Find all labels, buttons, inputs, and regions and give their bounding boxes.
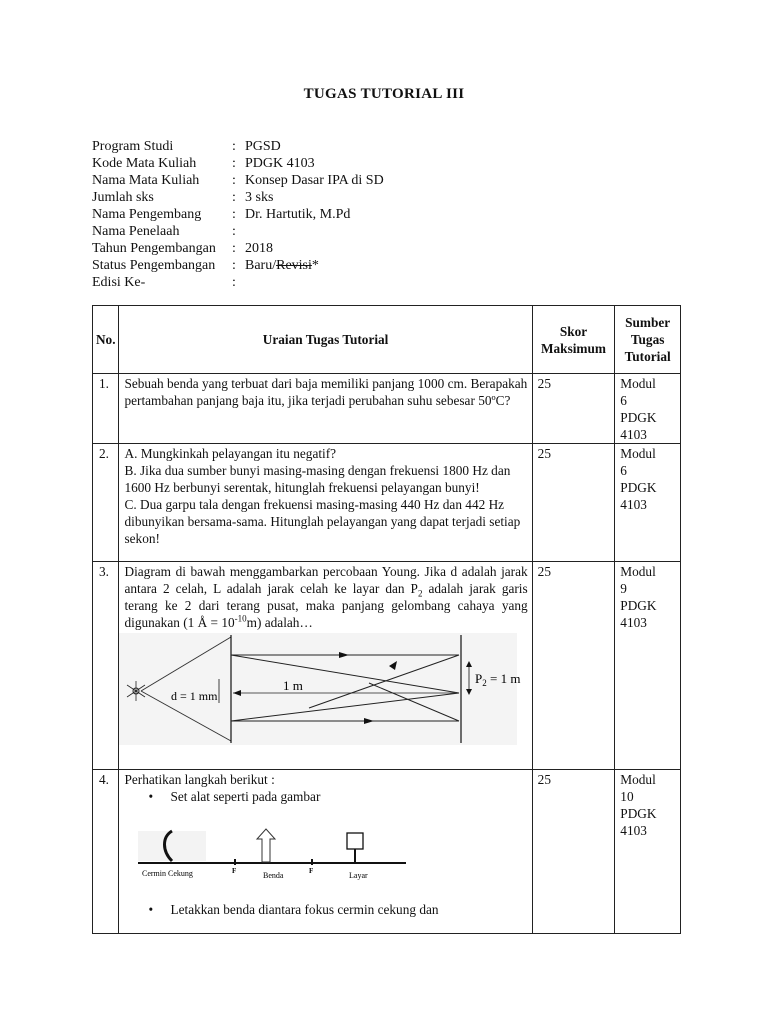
source-line: 4103 bbox=[620, 497, 647, 512]
meta-sep: : bbox=[232, 207, 236, 222]
meta-row bbox=[92, 155, 384, 172]
meta-key: Status Pengembangan bbox=[92, 258, 216, 273]
header-uraian: Uraian Tugas Tutorial bbox=[119, 306, 532, 374]
meta-value: PGSD bbox=[245, 139, 281, 154]
meta-key: Tahun Pengembangan bbox=[92, 241, 216, 256]
source-line: PDGK bbox=[620, 480, 657, 495]
row-number: 2. bbox=[93, 444, 119, 562]
meta-value: 3 sks bbox=[245, 190, 274, 205]
task-text bbox=[119, 444, 532, 562]
table-row bbox=[93, 770, 681, 934]
list-item: • Set alat seperti pada gambar bbox=[148, 789, 321, 804]
table-row bbox=[93, 562, 681, 770]
concave-mirror-diagram bbox=[138, 825, 527, 891]
meta-value: Baru/ bbox=[245, 258, 277, 273]
meta-row bbox=[92, 223, 384, 240]
source bbox=[615, 374, 681, 444]
meta-sep: : bbox=[232, 258, 236, 273]
task-paragraph: Diagram di bawah menggambarkan percobaan Young. Jika d adalah jarak antara 2 celah, L adalah jarak celah ke layar dan $P_2$ adalah jarak garis terang ke 2 dari terang pusat, maka panjang gelombang cahaya yang digunakan (1 Å = $10^{-10}m$) adalah… bbox=[124, 564, 528, 630]
meta-sep: : bbox=[232, 224, 236, 239]
task-line: A. Mungkinkah pelayangan itu negatif? bbox=[124, 446, 337, 461]
slit-distance-label: d = 1 mm bbox=[171, 689, 218, 703]
source bbox=[615, 770, 681, 934]
max-score: 25 bbox=[532, 444, 615, 562]
source-line: 6 bbox=[620, 393, 627, 408]
meta-row bbox=[92, 240, 384, 257]
screen-label: Layar bbox=[349, 871, 369, 880]
meta-struck-value: Revisi bbox=[276, 258, 312, 273]
source-line: PDGK bbox=[620, 806, 657, 821]
source-line: Modul bbox=[620, 772, 656, 787]
task-line: C. Dua garpu tala dengan frekuensi masing-masing 440 Hz dan 442 Hz dibunyikan bersama-sama. Hitunglah pelayangan yang dapat terjadi setiap sekon! bbox=[124, 497, 521, 546]
header-no: No. bbox=[93, 306, 119, 374]
source bbox=[615, 444, 681, 562]
meta-value: PDGK 4103 bbox=[245, 156, 315, 171]
mirror-label: Cermin Cekung bbox=[142, 869, 194, 878]
source-line: Modul bbox=[620, 564, 656, 579]
young-experiment-diagram bbox=[119, 633, 521, 749]
row-number: 3. bbox=[93, 562, 119, 770]
task-text bbox=[119, 770, 532, 934]
meta-value: Dr. Hartutik, M.Pd bbox=[245, 207, 351, 222]
course-info bbox=[92, 138, 384, 291]
list-item: • Letakkan benda diantara fokus cermin cekung dan bbox=[148, 902, 439, 917]
meta-row bbox=[92, 206, 384, 223]
meta-sep: : bbox=[232, 275, 236, 290]
meta-row bbox=[92, 172, 384, 189]
task-line: B. Jika dua sumber bunyi masing-masing dengan frekuensi 1800 Hz dan 1600 Hz berbunyi serentak, hitunglah frekuensi pelayangan bunyi! bbox=[124, 463, 511, 495]
screen-icon bbox=[347, 833, 363, 863]
source-line: Modul bbox=[620, 446, 656, 461]
object-label: Benda bbox=[263, 871, 284, 880]
meta-key: Edisi Ke- bbox=[92, 275, 146, 290]
meta-key: Program Studi bbox=[92, 139, 174, 154]
task-intro: Perhatikan langkah berikut : bbox=[124, 772, 275, 787]
meta-row bbox=[92, 189, 384, 206]
source-line: 10 bbox=[620, 789, 634, 804]
meta-sep: : bbox=[232, 139, 236, 154]
max-score: 25 bbox=[532, 562, 615, 770]
object-arrow-icon bbox=[257, 829, 275, 862]
meta-sep: : bbox=[232, 173, 236, 188]
table-row bbox=[93, 444, 681, 562]
row-number: 4. bbox=[93, 770, 119, 934]
source-line: 4103 bbox=[620, 615, 647, 630]
meta-key: Kode Mata Kuliah bbox=[92, 156, 197, 171]
meta-row bbox=[92, 138, 384, 155]
source-line: 9 bbox=[620, 581, 627, 596]
header-sumber: Sumber Tugas Tutorial bbox=[615, 306, 681, 374]
meta-sep: : bbox=[232, 190, 236, 205]
meta-key: Nama Pengembang bbox=[92, 207, 202, 222]
task-text bbox=[119, 562, 532, 770]
meta-row bbox=[92, 257, 384, 274]
bullet-icon: • bbox=[148, 789, 154, 804]
max-score: 25 bbox=[532, 770, 615, 934]
source bbox=[615, 562, 681, 770]
bullet-icon: • bbox=[148, 902, 154, 917]
meta-key: Nama Mata Kuliah bbox=[92, 173, 200, 188]
max-score: 25 bbox=[532, 374, 615, 444]
source-line: Modul bbox=[620, 376, 656, 391]
source-line: 4103 bbox=[620, 823, 647, 838]
page-title: TUGAS TUTORIAL III bbox=[303, 86, 465, 102]
tutorial-task-table bbox=[92, 305, 681, 934]
table-header-row bbox=[93, 306, 681, 374]
header-skor: Skor Maksimum bbox=[532, 306, 615, 374]
meta-sep: : bbox=[232, 241, 236, 256]
meta-key: Jumlah sks bbox=[92, 190, 154, 205]
screen-distance-label: 1 m bbox=[283, 678, 304, 693]
meta-value: Konsep Dasar IPA di SD bbox=[245, 173, 384, 188]
meta-sep: : bbox=[232, 156, 236, 171]
focus-label: F bbox=[232, 867, 237, 875]
source-line: PDGK bbox=[620, 598, 657, 613]
source-line: 4103 bbox=[620, 427, 647, 442]
task-text: Sebuah benda yang terbuat dari baja memiliki panjang 1000 cm. Berapakah pertambahan panjang baja itu, jika terjadi perubahan suhu sebesar 50ºC? bbox=[119, 374, 532, 444]
row-number: 1. bbox=[93, 374, 119, 444]
focus-label: F bbox=[309, 867, 314, 875]
source-line: PDGK bbox=[620, 410, 657, 425]
meta-row bbox=[92, 274, 384, 291]
meta-value: 2018 bbox=[245, 241, 273, 256]
table-row bbox=[93, 374, 681, 444]
meta-key: Nama Penelaah bbox=[92, 224, 180, 239]
source-line: 6 bbox=[620, 463, 627, 478]
p2-label: $P_2 = 1$ m bbox=[475, 671, 521, 688]
meta-suffix: * bbox=[311, 258, 319, 273]
